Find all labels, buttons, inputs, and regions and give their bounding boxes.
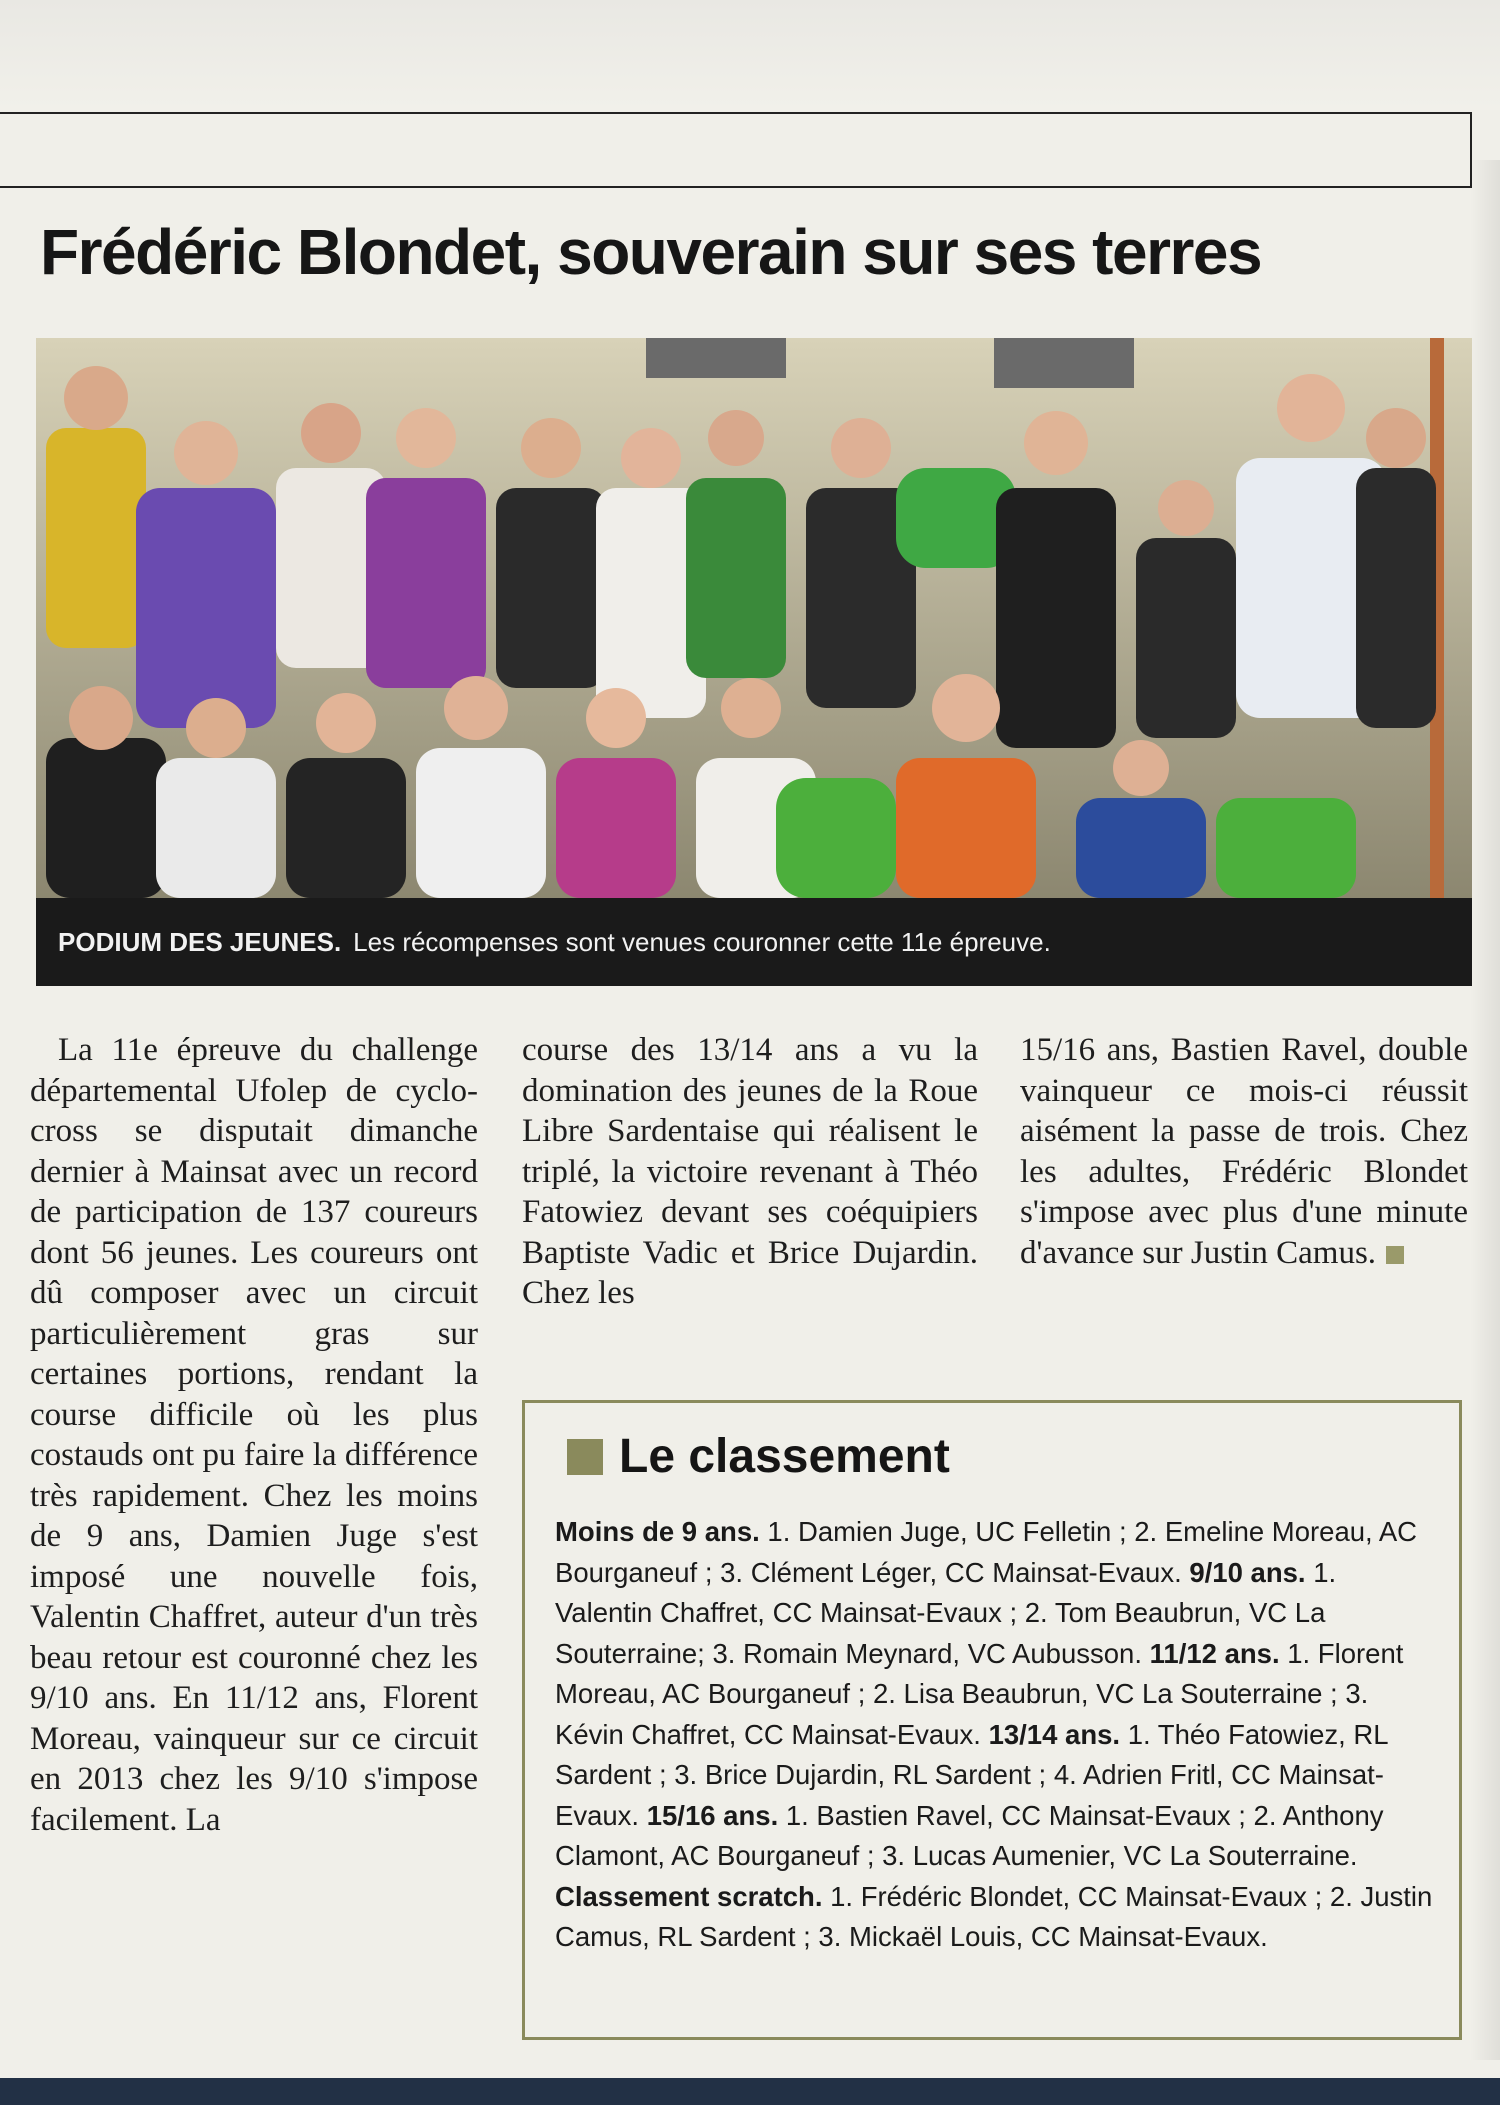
article-column-3 bbox=[1020, 1030, 1468, 1273]
results-group-text: 1. Valentin Chaffret, CC Mainsat-Evaux ; 2. Tom Beaubrun, VC La Souterraine; 3. Romain Meynard, VC Aubusson. bbox=[555, 1556, 1337, 1669]
results-group-text: 1. Damien Juge, UC Felletin ; 2. Emeline Moreau, AC Bourganeuf ; 3. Clément Léger, CC Mainsat-Evaux. bbox=[555, 1516, 1418, 1588]
end-mark-icon bbox=[1386, 1246, 1404, 1264]
results-box bbox=[522, 1400, 1462, 2040]
results-group-text: 1. Frédéric Blondet, CC Mainsat-Evaux ; 2. Justin Camus, RL Sardent ; 3. Mickaël Louis, CC Mainsat-Evaux. bbox=[555, 1880, 1433, 1952]
article-column-3-text: 15/16 ans, Bastien Ravel, double vainqueur ce mois-ci réussit aisément la passe de trois. Chez les adultes, Frédéric Blondet s'impose avec plus d'une minute d'avance sur Justin Camus. bbox=[1020, 1032, 1468, 1271]
results-group-text: 1. Théo Fatowiez, RL Sardent ; 3. Brice Dujardin, RL Sardent ; 4. Adrien Fritl, CC Mainsat-Evaux. bbox=[555, 1718, 1388, 1831]
results-title bbox=[567, 1429, 1437, 1484]
article-column-1: La 11e épreuve du challenge départemental Ufolep de cyclo-cross se disputait dimanche dernier à Mainsat avec un record de participation de 137 coureurs dont 56 jeunes. Les coureurs ont dû composer avec un circuit particulièrement gras sur certaines portions, rendant la course difficile où les plus costauds ont pu faire la différence très rapidement. Chez les moins de 9 ans, Damien Juge s'est imposé une nouvelle fois, Valentin Chaffret, auteur d'un très beau retour est couronné chez les 9/10 ans. En 11/12 ans, Florent Moreau, vainqueur sur ce circuit en 2013 chez les 9/10 s'impose facilement. La bbox=[30, 1032, 478, 1838]
results-group-text: 1. Florent Moreau, AC Bourganeuf ; 2. Lisa Beaubrun, VC La Souterraine ; 3. Kévin Chaffret, CC Mainsat-Evaux. bbox=[555, 1637, 1404, 1750]
results-group-label: Moins de 9 ans. bbox=[555, 1516, 760, 1547]
page-bottom-edge bbox=[0, 2078, 1500, 2105]
top-rule-box bbox=[0, 112, 1472, 188]
podium-photo bbox=[36, 338, 1472, 898]
results-group-label: 13/14 ans. bbox=[988, 1718, 1121, 1750]
square-bullet-icon bbox=[567, 1439, 603, 1475]
results-group-label: 11/12 ans. bbox=[1149, 1637, 1280, 1669]
article-headline: Frédéric Blondet, souverain sur ses terres bbox=[40, 216, 1262, 288]
article-column-2: course des 13/14 ans a vu la domination des jeunes de la Roue Libre Sardentaise qui réalisent le triplé, la victoire revenant à Théo Fatowiez devant ses coéquipiers Baptiste Vadic et Brice Dujardin. Chez les bbox=[522, 1032, 978, 1311]
caption-text: Les récompenses sont venues couronner cette 11e épreuve. bbox=[353, 926, 1051, 957]
caption-kicker: PODIUM DES JEUNES. bbox=[58, 926, 342, 957]
results-body bbox=[555, 1512, 1437, 1958]
results-group-text: 1. Bastien Ravel, CC Mainsat-Evaux ; 2. Anthony Clamont, AC Bourganeuf ; 3. Lucas Aumenier, VC La Souterraine. bbox=[555, 1799, 1384, 1871]
results-group-label: Classement scratch. bbox=[555, 1880, 823, 1912]
results-group-label: 15/16 ans. bbox=[646, 1799, 779, 1831]
page-edge-shadow bbox=[1470, 160, 1500, 2060]
results-title-text: Le classement bbox=[619, 1430, 950, 1483]
results-group-label: 9/10 ans. bbox=[1189, 1556, 1306, 1588]
podium-photo-illustration bbox=[36, 338, 1472, 898]
paper-top-margin bbox=[0, 0, 1500, 110]
photo-caption bbox=[36, 898, 1472, 986]
